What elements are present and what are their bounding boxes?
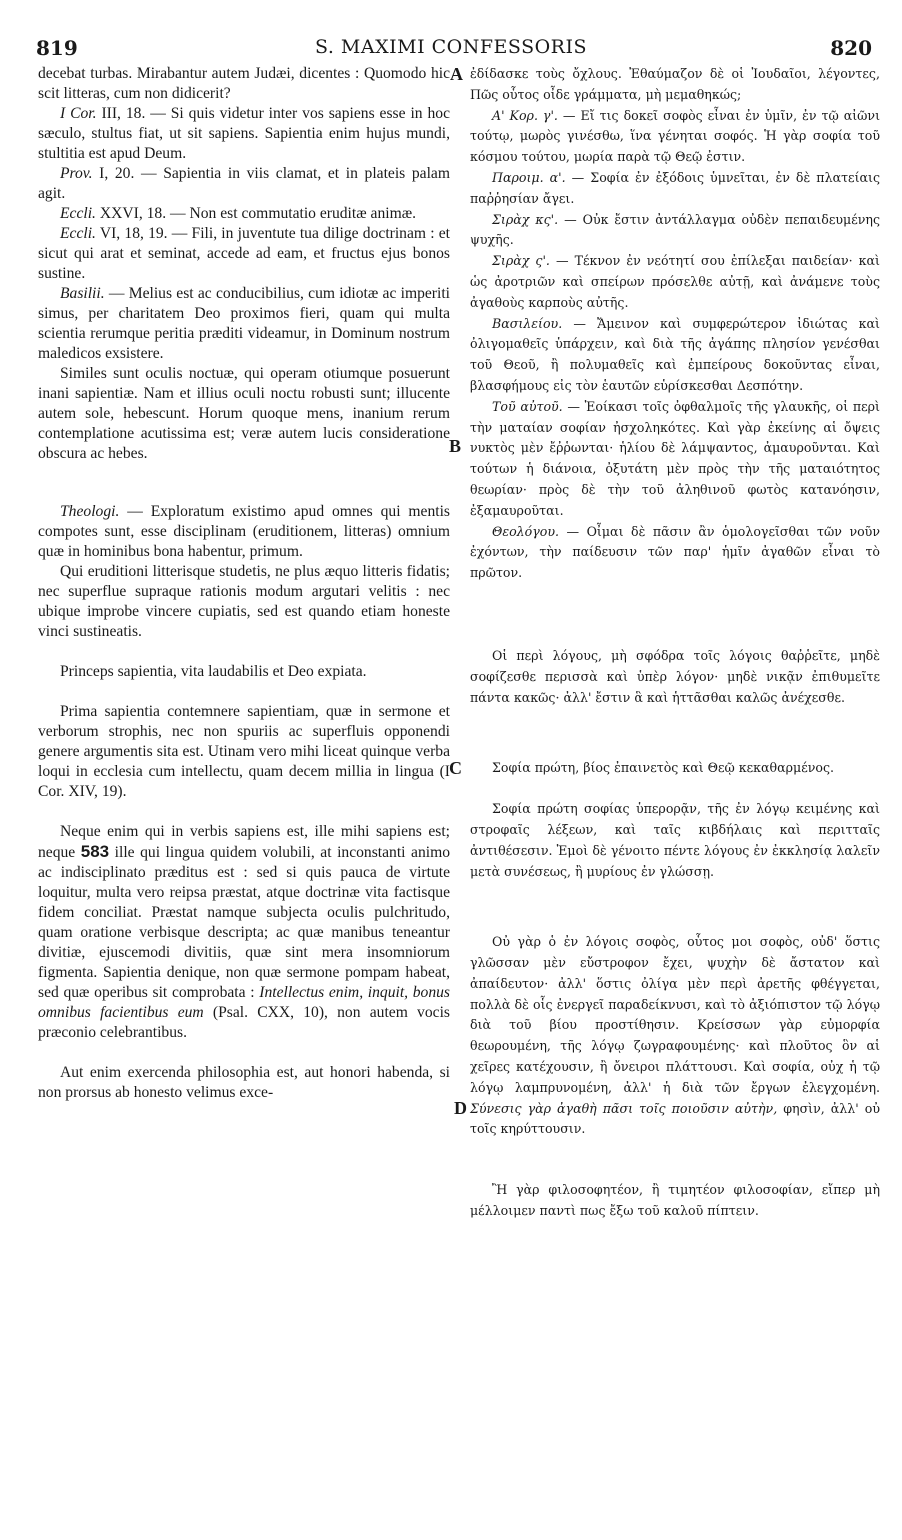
source-ref: Eccli. — [60, 225, 96, 242]
source-ref: Παροιμ. α'. — [492, 169, 566, 185]
paragraph-text: VI, 18, 19. — Fili, in juventute tua dilige doctrinam : et sicut qui arat et seminat, accede ad eam, et fructus ejus bonos sustine. — [38, 225, 450, 282]
spacer — [38, 682, 450, 702]
greek-paragraph: ἐδίδασκε τοὺς ὄχλους. Ἐθαύμαζον δὲ οἱ Ἰουδαῖοι, λέγοντες, Πῶς οὗτος οἶδε γράμματα, μὴ μεμαθηκώς; — [470, 66, 880, 102]
greek-paragraph: Οἱ περὶ λόγους, μὴ σφόδρα τοῖς λόγοις θαῤῥεῖτε, μηδὲ σοφίζεσθε περισσὰ καὶ ὑπὲρ λόγον· μηδὲ νικᾷν ἐπιθυμεῖτε πάντα κακῶς· ἀλλ' ἔστιν ἃ καὶ ἡττᾶσθαι καλῶς ἀνέχεσθε. — [470, 647, 880, 705]
latin-paragraph: Princeps sapientia, vita laudabilis et Deo expiata. — [60, 663, 367, 680]
spacer — [470, 882, 880, 932]
paragraph-text: φησὶν, ἀλλ' οὐ τοῖς κηρύττουσιν. — [470, 1100, 880, 1137]
margin-marker-b: B — [449, 436, 462, 456]
running-title: S. MAXIMI CONFESSORIS — [314, 36, 588, 58]
paragraph-text: — Τέκνον ἐν νεότητί σου ἐπίλεξαι παιδείαν· καὶ ὡς ἀροτριῶν καὶ σπείρων πρόσελθε αὐτῇ, καὶ ἀνάμενε τοὺς ἀγαθοὺς καρποὺς αὐτῆς. — [470, 253, 880, 310]
spacer — [38, 802, 450, 822]
latin-paragraph — [38, 502, 450, 562]
greek-paragraph — [470, 522, 880, 584]
paragraph-text: — Exploratum existimo apud omnes qui mentis compotes sunt, esse disciplinam (eruditionem, litteras) omnium quæ in hominibus bona habentur, primum. — [38, 503, 450, 560]
greek-paragraph — [470, 397, 880, 522]
paragraph-text: XXVI, 18. — Non est commutatio eruditæ animæ. — [95, 205, 417, 222]
margin-marker-a: A — [450, 64, 463, 84]
spacer — [38, 642, 450, 662]
greek-column — [470, 64, 880, 1222]
paragraph-text: ille qui lingua quidem volubili, at inconstanti animo ac indisciplinato præditus est : sed si quis pauca de virtute loquitur, multa vero reipsa præstat, atque doctrinæ vita factisque fidem conciliat. Præstat namque subjecta oculis pulchritudo, quam oratione verbisque descripta; ac quæ manibus teneantur divitiæ, ejuscemodi divitiis, quæ sint mera insomniorum figmenta. Sapientia denique, non quæ sermone pompam habeat, sed quæ operibus sit comprobata : — [38, 844, 450, 1001]
source-ref: Α' Κορ. γ'. — [492, 107, 558, 123]
paragraph-text: — Οἶμαι δὲ πᾶσιν ἂν ὁμολογεῖσθαι τῶν νοῦν ἐχόντων, τὴν παίδευσιν τῶν παρ' ἡμῖν ἀγαθῶν εἶναι τὸ πρῶτον. — [470, 523, 880, 581]
source-ref: Eccli. — [60, 205, 96, 222]
paragraph-text: Οὐ γὰρ ὁ ἐν λόγοις σοφὸς, οὗτος μοι σοφὸς, οὐδ' ὅστις γλῶσσαν μὲν εὔστροφον ἔχει, ψυχὴν δὲ ἄστατον καὶ ἀπαίδευτον· ἀλλ' ὅστις ὀλίγα μὲν περὶ ἀρετῆς φθέγγεται, πολλὰ δὲ οἷς ἐνεργεῖ παραδείκνυσι, καὶ τὸ ἀξιόπιστον τῷ λόγῳ διὰ τοῦ βίου προστίθησιν. Κρείσσων γὰρ εὐμορφία θεωρουμένη, τῆς λόγῳ ζωγραφουμένης· καὶ πλοῦτος ὃν αἱ χεῖρες κατέχουσιν, ἢ ὄνειροι πλάττουσι. Καὶ σοφία, οὐχ ἡ τῷ λόγῳ λαμπρυνομένη, ἀλλ' ἡ διὰ τῶν ἔργων ἐλεγχομένη. — [470, 934, 880, 1095]
paragraph-text: — Melius est ac conducibilius, cum idiotæ ac imperiti simus, per charitatem Deo proximos fieri, quam qui multa scientia rerumque peritia præditi videamur, in Dominum nostrum maledicos exsistere. — [38, 285, 450, 362]
latin-paragraph — [38, 284, 450, 364]
margin-marker-c: C — [449, 758, 462, 778]
greek-paragraph — [470, 168, 880, 210]
spacer — [470, 779, 880, 799]
greek-paragraph — [470, 210, 880, 252]
greek-paragraph — [470, 106, 880, 168]
quotation: Intellectus enim, inquit, bonus omnibus facientibus eum — [38, 984, 450, 1021]
source-ref: Σιρὰχ κς'. — [492, 211, 559, 227]
source-ref: I Cor. — [60, 105, 97, 122]
paragraph-text: Neque enim qui in verbis sapiens est, ille mihi sapiens est; neque — [38, 823, 450, 861]
column-number: 583 — [80, 842, 110, 861]
latin-paragraph: Qui eruditioni litterisque studetis, ne plus æquo litteris fidatis; nec superflue supraque rationis modum argutari velitis : nec ubique improbe vincere cupiatis, sed est quando etiam honeste vinci sustineatis. — [38, 563, 450, 640]
latin-paragraph — [38, 822, 450, 1043]
quotation: Σύνεσις γὰρ ἀγαθὴ πᾶσι τοῖς ποιοῦσιν αὐτὴν, — [470, 1100, 778, 1116]
paragraph-text: III, 18. — Si quis videtur inter vos sapiens esse in hoc sæculo, stultus fiat, ut sit sapiens. Sapientia enim hujus mundi, stultitia est apud Deum. — [38, 105, 451, 162]
latin-column — [38, 64, 450, 1103]
paragraph-text: I, 20. — Sapientia in viis clamat, et in plateis palam agit. — [38, 165, 450, 202]
latin-paragraph — [38, 204, 450, 224]
spacer — [470, 1140, 880, 1180]
latin-paragraph: Aut enim exercenda philosophia est, aut honori habenda, si non prorsus ab honesto velimus exce- — [38, 1064, 450, 1101]
source-ref: Basilii. — [60, 285, 105, 302]
source-ref: Βασιλείου. — [492, 315, 563, 331]
spacer — [470, 708, 880, 758]
paragraph-text: — Ἐοίκασι τοῖς ὀφθαλμοῖς τῆς γλαυκῆς, οἱ περὶ τὴν ματαίαν σοφίαν ἠσχοληκότες. Καὶ γὰρ ἐκείνης αἱ ὄψεις νυκτὸς μὲν ἔῤῥωνται· ἡλίου δὲ λάμψαντος, ἀμαυροῦνται. Καὶ τούτων ἡ διάνοια, ὀξυτάτη μὲν πρὸς τὴν τῆς ματαιότητος θεωρίαν· πρὸς δὲ τὴν τοῦ ἀληθινοῦ φωτὸς κατανόησιν, ἐξαμαυροῦται. — [470, 398, 880, 518]
paragraph-text: — Οὐκ ἔστιν ἀντάλλαγμα οὐδὲν πεπαιδευμένης ψυχῆς. — [470, 211, 880, 248]
greek-paragraph: Σοφία πρώτη σοφίας ὑπερορᾷν, τῆς ἐν λόγῳ κειμένης καὶ στροφαῖς λέξεων, καὶ ταῖς κιβδήλαις καὶ περιτταῖς ἀντιθέσεσιν. Ἐμοὶ δὲ γένοιτο πέντε λόγους ἐν ἐκκλησίᾳ λαλεῖν μετὰ συνέσεως, ἢ μυρίους ἐν γλώσσῃ. — [470, 801, 880, 879]
greek-paragraph — [470, 314, 880, 397]
greek-paragraph — [470, 251, 880, 313]
margin-marker-d: D — [454, 1098, 467, 1118]
greek-paragraph — [470, 932, 880, 1140]
latin-paragraph — [38, 104, 450, 164]
paragraph-text: — Σοφία ἐν ἐξόδοις ὑμνεῖται, ἐν δὲ πλατείαις παῤῥησίαν ἄγει. — [470, 169, 880, 206]
source-ref: Τοῦ αὐτοῦ. — [492, 398, 563, 414]
page-header — [0, 0, 902, 62]
spacer — [38, 464, 450, 502]
paragraph-text: (Psal. CXX, 10), non autem vocis præconio celebrantibus. — [38, 1004, 450, 1041]
paragraph-text: — Εἴ τις δοκεῖ σοφὸς εἶναι ἐν ὑμῖν, ἐν τῷ αἰῶνι τούτῳ, μωρὸς γινέσθω, ἵνα γένηται σοφός. Ἡ γὰρ σοφία τοῦ κόσμου τούτου, μωρία παρὰ τῷ Θεῷ ἐστιν. — [470, 107, 881, 165]
spacer — [470, 584, 880, 646]
latin-paragraph: Similes sunt oculis noctuæ, qui operam otiumque posuerunt inani sapientiæ. Nam et illius oculi noctu robusti sunt; illucente autem sole, hebescunt. Horum quoque mens, inanium rerum contemplatione acutissima est; veræ autem lucis consideratione obscura ac hebes. — [38, 365, 450, 462]
paragraph-text: — Ἄμεινον καὶ συμφερώτερον ἰδιώτας καὶ ὀλιγομαθεῖς ὑπάρχειν, καὶ διὰ τῆς ἀγάπης πλησίον γενέσθαι τοῦ Θεοῦ, ἢ πολυμαθεῖς καὶ ἐμπείρους δοκοῦντας εἶναι, βλασφήμους εἰς τὸν ἑαυτῶν εὑρίσκεσθαι Δεσπότην. — [470, 315, 880, 393]
source-ref: Σιρὰχ ς'. — [492, 253, 550, 269]
source-ref: Θεολόγου. — [492, 523, 559, 539]
source-ref: Prov. — [60, 165, 93, 182]
latin-paragraph: decebat turbas. Mirabantur autem Judæi, dicentes : Quomodo hic scit litteras, cum non didicerit? — [38, 65, 450, 102]
page-number-left: 819 — [36, 36, 78, 60]
page-number-right: 820 — [830, 36, 872, 60]
source-ref: Theologi. — [60, 503, 120, 520]
greek-paragraph: Ἢ γὰρ φιλοσοφητέον, ἢ τιμητέον φιλοσοφίαν, εἴπερ μὴ μέλλοιμεν παντὶ πως ἔξω τοῦ καλοῦ πίπτειν. — [470, 1182, 880, 1219]
greek-paragraph: Σοφία πρώτη, βίος ἐπαινετὸς καὶ Θεῷ κεκαθαρμένος. — [492, 760, 835, 776]
latin-paragraph — [38, 224, 450, 284]
spacer — [38, 1043, 450, 1063]
latin-paragraph: Prima sapientia contemnere sapientiam, quæ in sermone et verborum strophis, nec non spuriis ac superfluis opponendi genere argumentis sita est. Utinam vero mihi liceat quinque verba loqui in ecclesia cum intellectu, quam decem millia in lingua (I Cor. XIV, 19). — [38, 703, 450, 800]
latin-paragraph — [38, 164, 450, 204]
